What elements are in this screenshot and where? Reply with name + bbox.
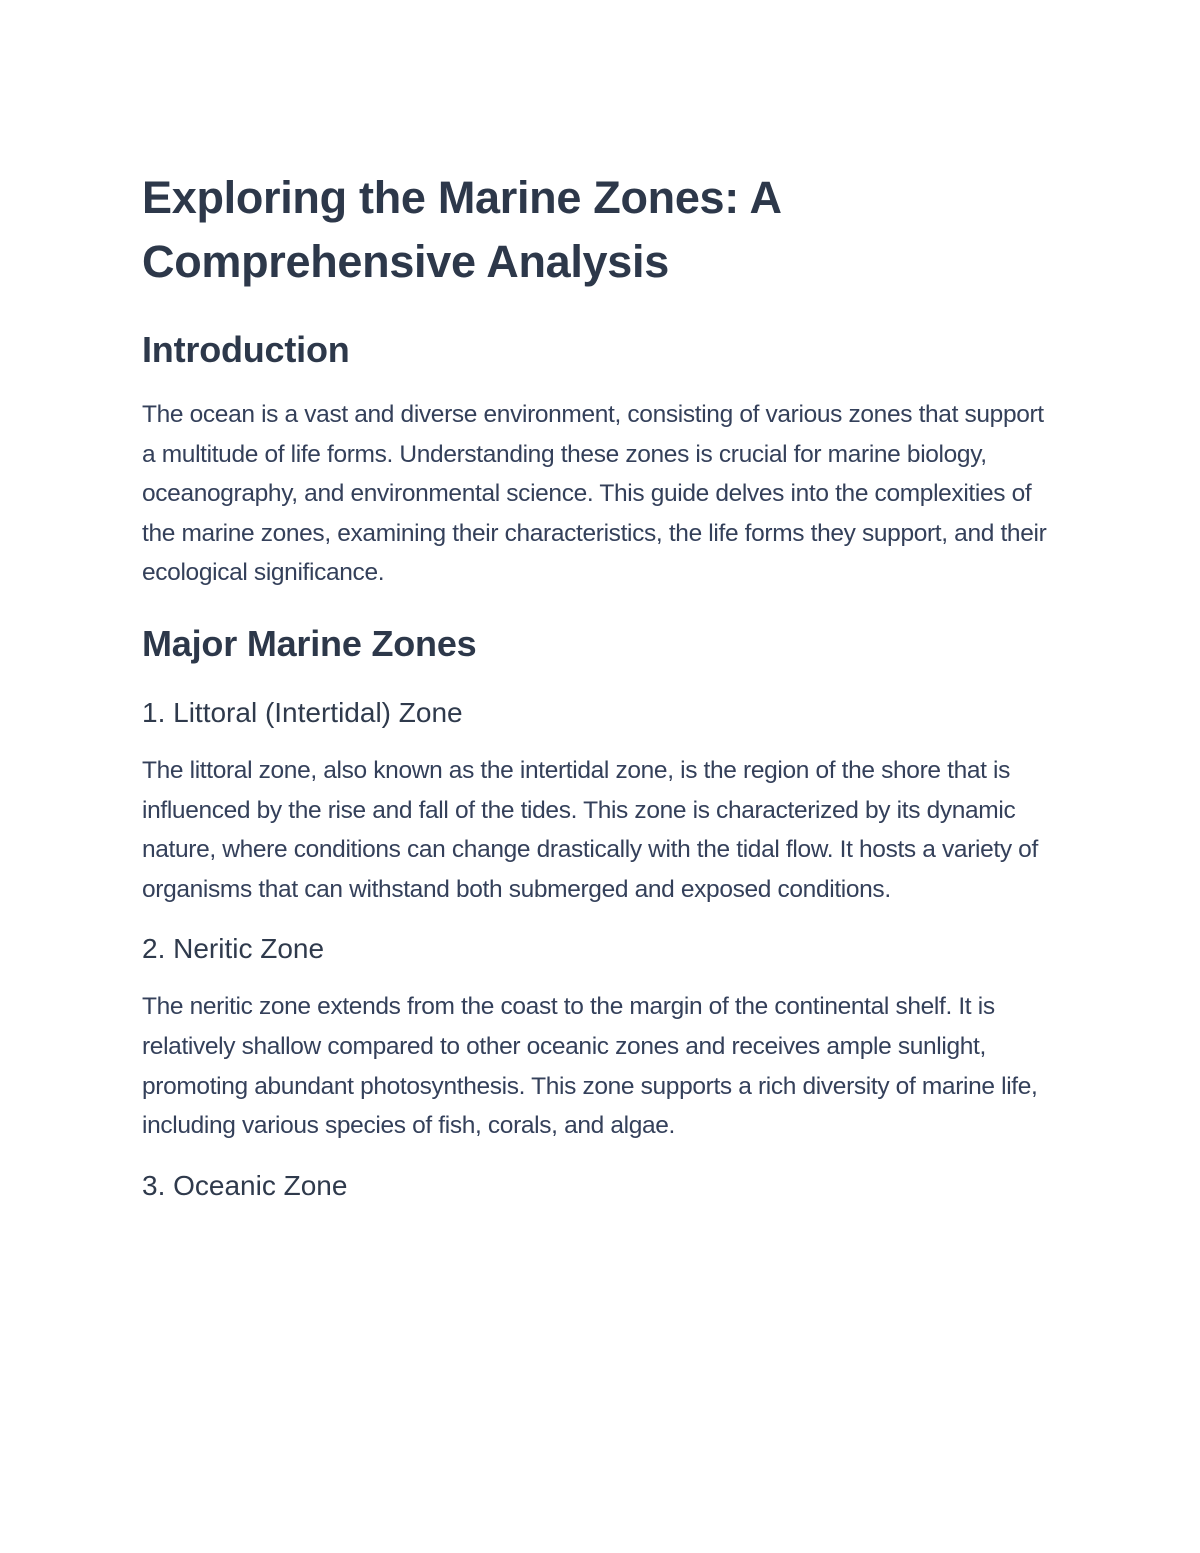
major-zones-heading: Major Marine Zones	[142, 622, 477, 664]
neritic-zone-heading: 2. Neritic Zone	[142, 933, 325, 965]
oceanic-zone-heading: 3. Oceanic Zone	[142, 1169, 348, 1201]
littoral-zone-heading: 1. Littoral (Intertidal) Zone	[142, 696, 463, 728]
neritic-zone-paragraph: The neritic zone extends from the coast to the margin of the continental shelf. It is relatively shallow compared to other oceanic zones and receives ample sunlight, promoting abundant photosynthesis. This zone supports a rich diversity of marine life, including various species of fish, corals, and algae.	[142, 993, 1038, 1140]
title-line-1: Exploring the Marine Zones: A	[142, 172, 782, 223]
title-line-2: Comprehensive Analysis	[142, 236, 669, 287]
introduction-heading: Introduction	[142, 329, 350, 370]
littoral-zone-paragraph: The littoral zone, also known as the intertidal zone, is the region of the shore that is influenced by the rise and fall of the tides. This zone is characterized by its dynamic nature, where conditions can change drastically with the tidal flow. It hosts a variety of organisms that can withstand both submerged and exposed conditions.	[142, 756, 1038, 903]
document-page	[142, 166, 1062, 1206]
document-title	[142, 166, 1062, 294]
introduction-paragraph: The ocean is a vast and diverse environment, consisting of various zones that support a multitude of life forms. Understanding these zones is crucial for marine biology, oceanography, and environmental science. This guide delves into the complexities of the marine zones, examining their characteristics, the life forms they support, and their ecological significance.	[142, 401, 1047, 587]
